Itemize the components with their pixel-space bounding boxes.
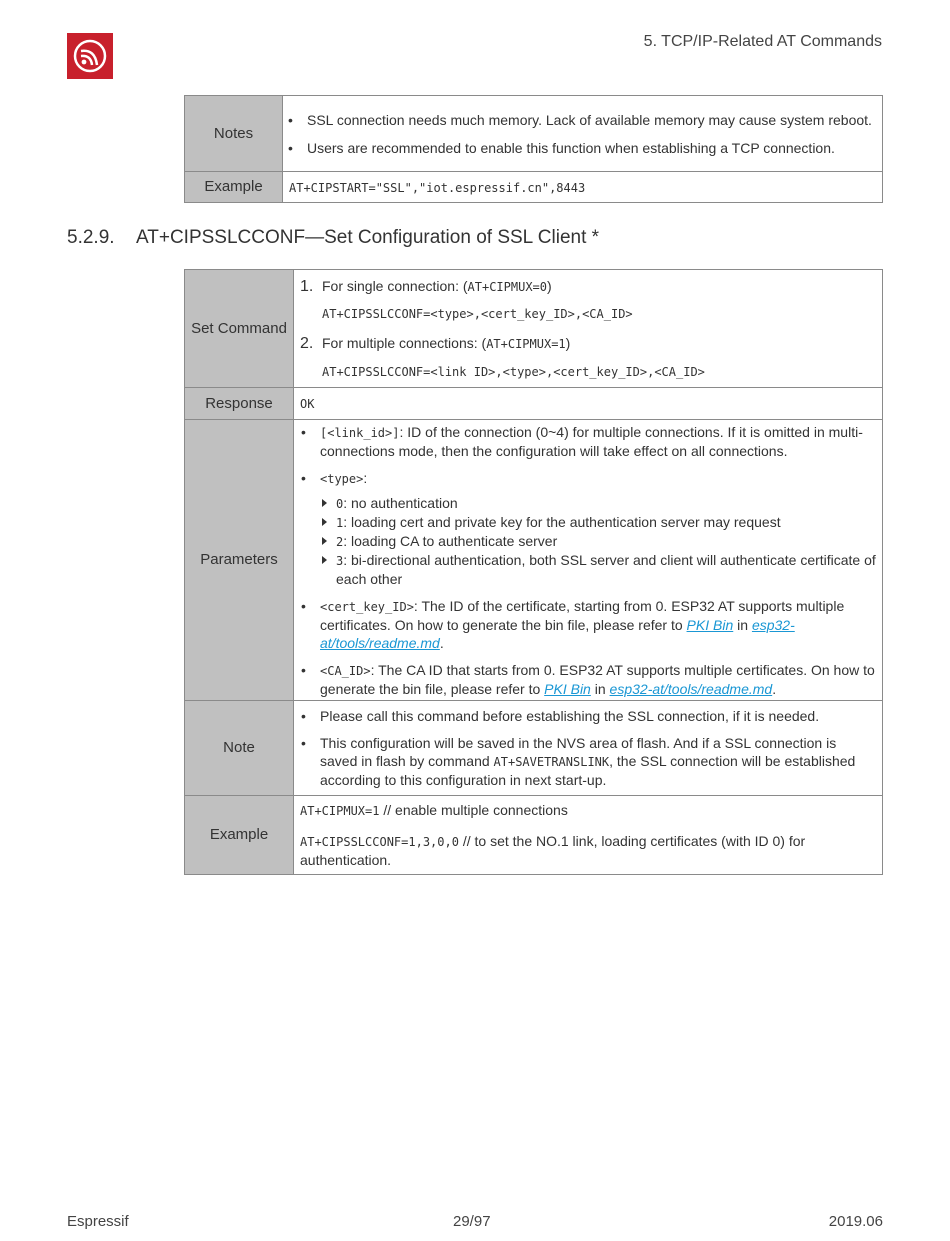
list-item: 2: loading CA to authenticate server [336,532,876,551]
readme-link[interactable]: esp32-at/tools/readme.md [609,680,773,697]
section-title: AT+CIPSSLCCONF—Set Configuration of SSL Client * [136,227,600,248]
list-item: 1: loading cert and private key for the authentication server may request [336,513,876,532]
notes-list [287,111,876,157]
example-label: Example [185,172,283,203]
espressif-logo-icon [67,33,113,79]
parameters-label: Parameters [185,420,294,701]
list-item: • <CA_ID>: The CA ID that starts from 0. ESP32 AT supports multiple certificates. On how to generate the bin file, please refer to PKI Bin in esp32-at/tools/readme.md. [320,661,876,698]
chapter-title: 5. TCP/IP-Related AT Commands [643,33,882,50]
pki-bin-link[interactable]: PKI Bin [686,616,734,633]
footer-company: Espressif [67,1213,129,1230]
list-item: 3: bi-directional authentication, both SSL server and client will authenticate certificate of each other [336,551,876,587]
list-item: • SSL connection needs much memory. Lack of available memory may cause system reboot. [307,111,876,129]
footer-page-number: 29/97 [453,1213,491,1230]
list-item: • <type>: 0: no authentication 1: loading cert and private key for the authentication server may request 2: loading CA to authenticate server 3: bi-directional authentication, both SSL server and client will authenticate certificate of each other [320,469,876,588]
readme-link[interactable]: esp32-at/tools/readme.md [320,616,795,651]
list-item: 0: no authentication [336,494,876,513]
list-item: 1. For single connection: (AT+CIPMUX=0) AT+CIPSSLCCONF=<type>,<cert_key_ID>,<CA_ID> [300,277,876,323]
type-options [320,494,876,588]
set-command-list [300,277,876,381]
list-item: 2. For multiple connections: (AT+CIPMUX=1) AT+CIPSSLCCONF=<link ID>,<type>,<cert_key_ID>,<CA_ID> [300,334,876,381]
example-line: AT+CIPMUX=1 // enable multiple connections [300,802,568,818]
response-value: OK [300,397,315,411]
command-syntax: AT+CIPSSLCCONF=<link ID>,<type>,<cert_key_ID>,<CA_ID> [322,364,705,379]
example-label: Example [185,796,294,875]
example-code: AT+CIPSTART="SSL","iot.espressif.cn",8443 [289,180,586,195]
list-item: • <cert_key_ID>: The ID of the certificate, starting from 0. ESP32 AT supports multiple certificates. On how to generate the bin file, please refer to PKI Bin in esp32-at/tools/readme.md. [320,597,876,652]
section-number: 5.2.9. [67,227,115,248]
list-item: • This configuration will be saved in the NVS area of flash. And if a SSL connection is saved in flash by command AT+SAVETRANSLINK, the SSL connection will be established according to this configuration in next start-up. [320,734,876,789]
prev-command-table [184,95,883,203]
set-command-label: Set Command [185,270,294,388]
parameters-list [300,423,876,698]
response-label: Response [185,388,294,420]
note-label: Note [185,701,294,796]
section-heading [67,227,599,249]
command-table [184,269,883,875]
list-item: • Please call this command before establishing the SSL connection, if it is needed. [320,707,876,725]
example-line: AT+CIPSSLCCONF=1,3,0,0 // to set the NO.1 link, loading certificates (with ID 0) for authentication. [300,833,806,868]
list-item: • [<link_id>]: ID of the connection (0~4) for multiple connections. If it is omitted in multi-connections mode, then the configuration will take effect on all connections. [320,423,876,460]
notes-label: Notes [185,96,283,172]
footer-date: 2019.06 [828,1213,883,1230]
list-item: • Users are recommended to enable this function when establishing a TCP connection. [307,139,876,157]
pki-bin-link[interactable]: PKI Bin [544,680,591,697]
command-syntax: AT+CIPSSLCCONF=<type>,<cert_key_ID>,<CA_ID> [322,306,633,321]
note-list [300,707,876,789]
